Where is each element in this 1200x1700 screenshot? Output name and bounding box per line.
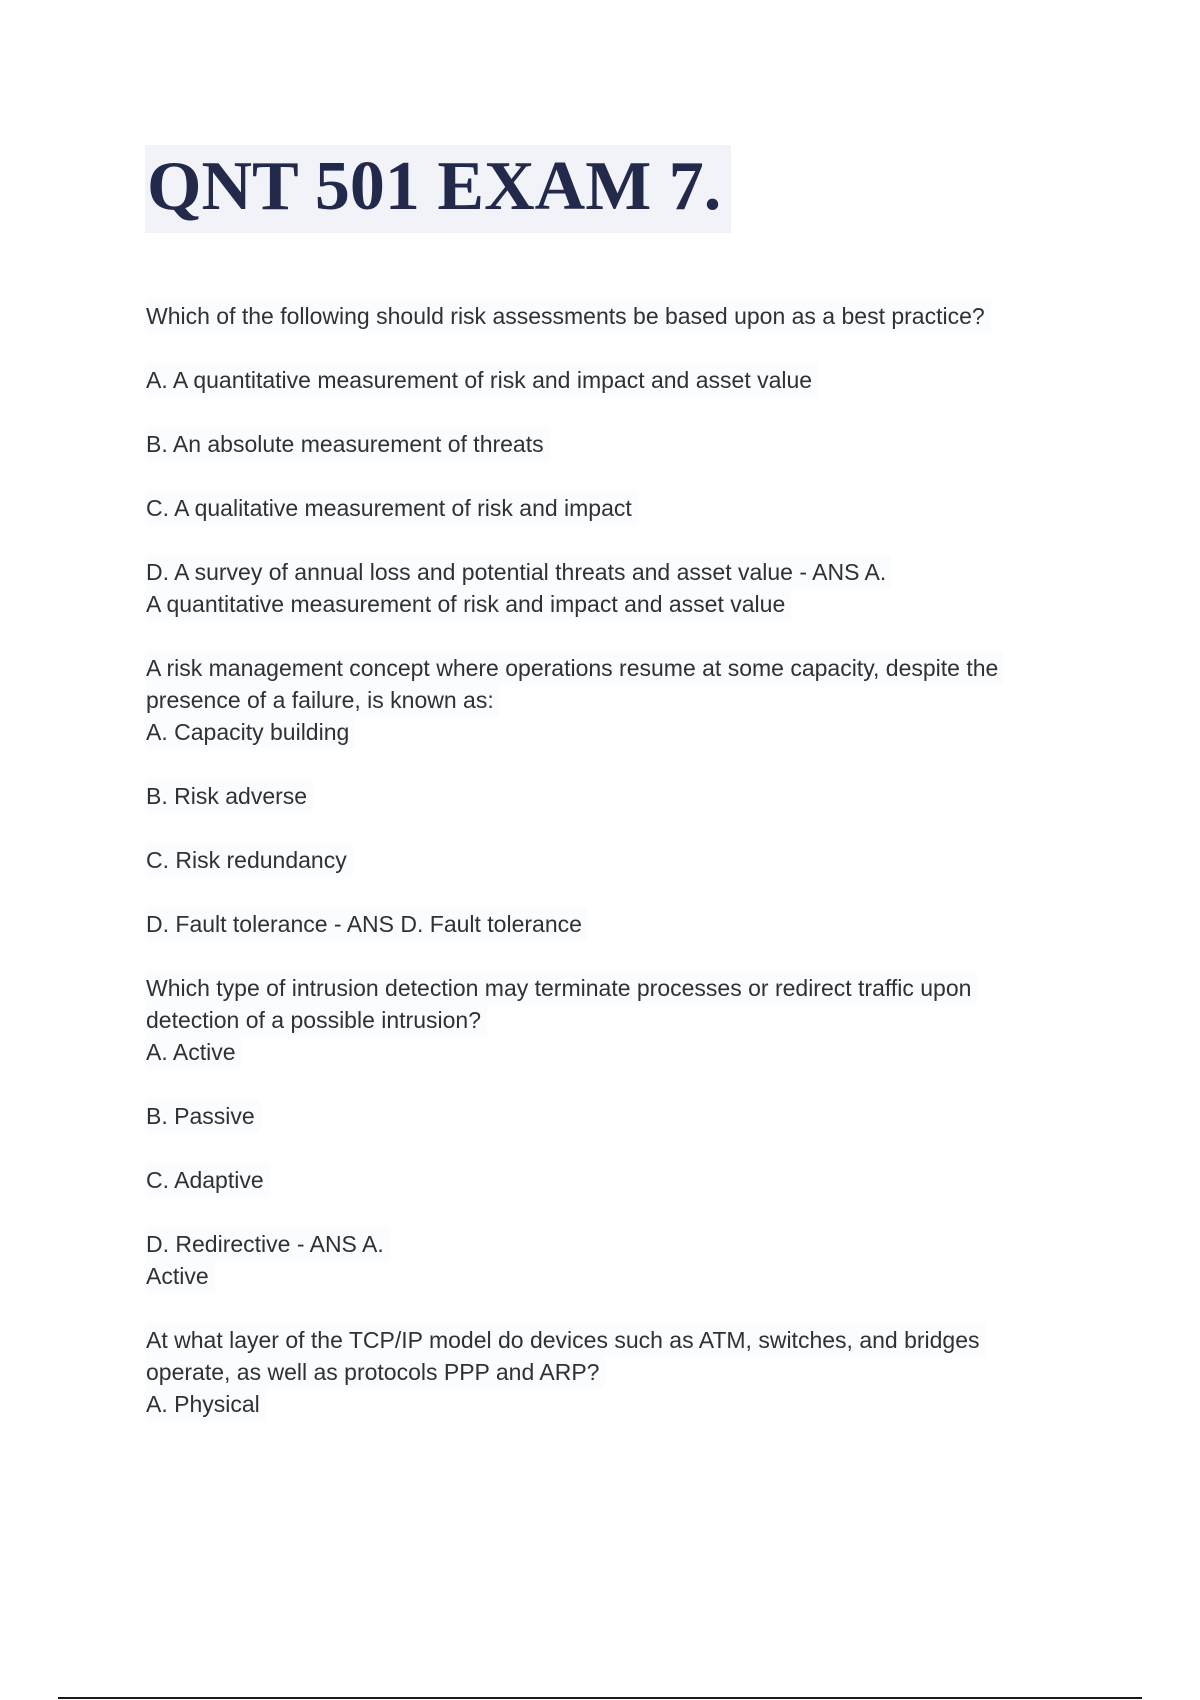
- page-bottom-rule: [58, 1697, 1142, 1699]
- option-text: A. Active: [146, 1036, 241, 1068]
- option-text: C. A qualitative measurement of risk and impact: [146, 492, 638, 524]
- option-text: D. Redirective - ANS A.: [146, 1228, 390, 1260]
- question-text: At what layer of the TCP/IP model do devices such as ATM, switches, and bridges: [146, 1324, 986, 1356]
- option-text: B. Passive: [146, 1100, 261, 1132]
- answer-option: [146, 364, 1066, 396]
- answer-option: [146, 1164, 1066, 1196]
- answer-option: [146, 492, 1066, 524]
- question-text: Which type of intrusion detection may terminate processes or redirect traffic upon: [146, 972, 977, 1004]
- option-text: A. A quantitative measurement of risk and impact and asset value: [146, 364, 818, 396]
- question-text: A risk management concept where operations resume at some capacity, despite the: [146, 652, 1004, 684]
- answer-option: [146, 428, 1066, 460]
- answer-key-text: Active: [146, 1260, 215, 1292]
- answer-option-with-key: [146, 556, 1066, 620]
- page-title: QNT 501 EXAM 7.: [145, 145, 731, 233]
- answer-option: [146, 1100, 1066, 1132]
- question-text: Which of the following should risk assessments be based upon as a best practice?: [146, 300, 991, 332]
- option-text: D. A survey of annual loss and potential threats and asset value - ANS A.: [146, 556, 892, 588]
- option-text: A. Capacity building: [146, 716, 355, 748]
- document-body: [146, 300, 1066, 1452]
- question-4: [146, 1324, 1066, 1420]
- answer-option-with-key: [146, 908, 1066, 940]
- question-3: [146, 972, 1066, 1068]
- question-text: detection of a possible intrusion?: [146, 1004, 487, 1036]
- question-text: operate, as well as protocols PPP and ARP?: [146, 1356, 605, 1388]
- question-1: [146, 300, 1066, 332]
- option-text: A. Physical: [146, 1388, 266, 1420]
- option-text: B. Risk adverse: [146, 780, 313, 812]
- answer-option: [146, 844, 1066, 876]
- option-text: B. An absolute measurement of threats: [146, 428, 550, 460]
- answer-option-with-key: [146, 1228, 1066, 1292]
- option-text: C. Risk redundancy: [146, 844, 353, 876]
- option-text: D. Fault tolerance - ANS D. Fault tolerance: [146, 908, 588, 940]
- answer-option: [146, 780, 1066, 812]
- answer-key-text: A quantitative measurement of risk and impact and asset value: [146, 588, 791, 620]
- question-2: [146, 652, 1066, 748]
- option-text: C. Adaptive: [146, 1164, 270, 1196]
- question-text: presence of a failure, is known as:: [146, 684, 500, 716]
